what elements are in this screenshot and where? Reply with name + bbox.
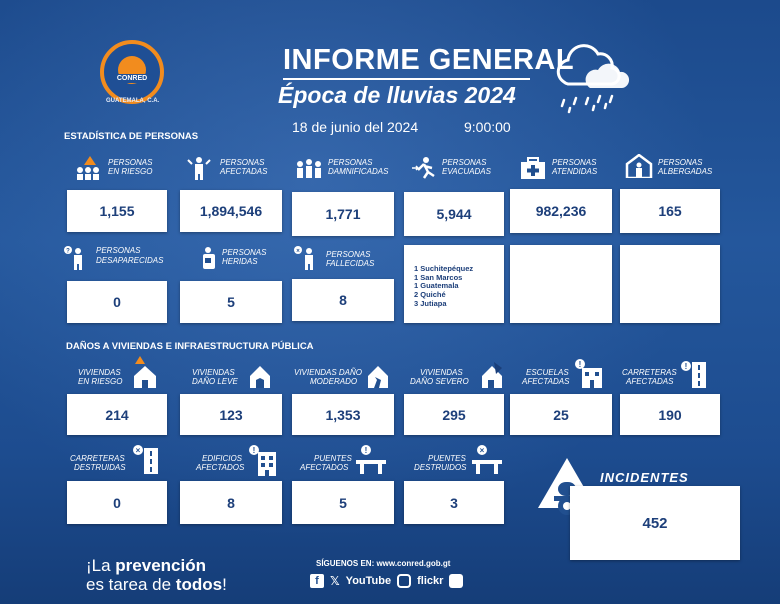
card-viviendas-moderado-header (290, 356, 396, 390)
value-personas-desaparecidas: 0 (67, 281, 167, 323)
slogan-prefix: es tarea de (86, 575, 176, 594)
card-label-line1: PERSONAS (326, 250, 371, 259)
incidentes-label: INCIDENTES (600, 470, 689, 485)
svg-text:?: ? (66, 248, 70, 255)
department-item: 2 Quiché (414, 289, 446, 299)
slogan-bold: todos (175, 575, 223, 594)
card-carreteras-destruidas-header (70, 444, 170, 478)
card-label-line1: PERSONAS (328, 158, 373, 167)
card-label-line2: ALBERGADAS (658, 167, 713, 176)
card-label-line1: PERSONAS (220, 158, 265, 167)
card-personas-desaparecidas-header (62, 244, 172, 278)
card-carreteras-afectadas-header (622, 356, 722, 390)
value-personas-evacuadas: 5,944 (404, 192, 504, 236)
card-label-line2: DAMNIFICADAS (328, 167, 389, 176)
card-viviendas-severo-header (404, 356, 504, 390)
card-label-line1: PERSONAS (96, 246, 141, 255)
card-label-line2: EN RIESGO (108, 167, 153, 176)
svg-text:×: × (135, 446, 141, 455)
slogan-prefix: ¡La (86, 556, 116, 575)
department-item: 3 Jutiapa (414, 298, 447, 308)
department-item: 1 Suchitepéquez (414, 264, 474, 273)
card-escuelas-header (518, 356, 614, 390)
facebook-icon[interactable]: f (310, 574, 324, 588)
card-label-line1: VIVIENDAS (192, 368, 235, 377)
house-light-damage-icon (248, 364, 272, 388)
value-incidentes: 452 (570, 486, 740, 560)
card-label-line2: MODERADO (310, 377, 358, 386)
value-personas-albergadas: 165 (620, 189, 720, 233)
card-puentes-destruidos-header (414, 444, 514, 478)
card-personas-riesgo-header (68, 154, 168, 188)
value-viviendas-leve: 123 (180, 394, 282, 435)
value-viviendas-severo: 295 (404, 394, 504, 435)
value-edificios: 8 (180, 481, 282, 524)
value-carreteras-destruidas: 0 (67, 481, 167, 524)
conred-logo (100, 40, 164, 104)
person-running-icon (410, 156, 440, 180)
slogan-bold: prevención (115, 556, 206, 575)
card-label-line2: AFECTADAS (626, 377, 674, 386)
card-edificios-header (196, 444, 296, 478)
card-label-line2: DESTRUIDOS (414, 463, 467, 472)
value-personas-damnificadas: 1,771 (292, 192, 394, 236)
card-personas-atendidas-header (516, 154, 616, 188)
bridge-destroyed-icon (470, 444, 504, 476)
departments-list (404, 245, 504, 323)
value-puentes-afectados: 5 (292, 481, 394, 524)
slogan-line-1 (86, 556, 206, 576)
report-date: 18 de junio del 2024 (292, 119, 419, 135)
section-title-personas: ESTADÍSTICA DE PERSONAS (64, 131, 199, 142)
card-label-line2: HERIDAS (222, 257, 258, 266)
report-subtitle: Época de lluvias 2024 (278, 82, 516, 108)
logo-caption: GUATEMALA, C.A. (106, 98, 160, 104)
tiktok-icon[interactable] (449, 574, 463, 588)
card-label-line1: VIVIENDAS (78, 368, 121, 377)
svg-text:×: × (296, 248, 300, 255)
person-missing-icon (62, 246, 92, 270)
people-group-icon (294, 156, 324, 180)
card-label-line2: ATENDIDAS (552, 167, 598, 176)
road-destroyed-icon (132, 444, 162, 474)
card-personas-evacuadas-header (408, 154, 508, 188)
follow-us-text: SÍGUENOS EN: www.conred.gob.gt (316, 559, 451, 568)
card-label-line1: PUENTES (428, 454, 466, 463)
card-label-line1: PERSONAS (658, 158, 703, 167)
value-personas-atendidas: 982,236 (510, 189, 612, 233)
card-label-line1: EDIFICIOS (202, 454, 243, 463)
card-label-line1: ESCUELAS (526, 368, 569, 377)
card-label-line1: PERSONAS (222, 248, 267, 257)
house-warning-icon (132, 356, 158, 388)
value-personas-afectadas: 1,894,546 (180, 190, 282, 232)
card-personas-fallecidas-header (292, 244, 398, 278)
card-label-line2: FALLECIDAS (326, 259, 375, 268)
card-label-line2: DESTRUIDAS (74, 463, 126, 472)
card-label-line2: DAÑO SEVERO (410, 377, 469, 386)
value-viviendas-riesgo: 214 (67, 394, 167, 435)
person-deceased-icon (292, 246, 322, 270)
person-affected-icon (184, 156, 214, 180)
value-personas-heridas: 5 (180, 281, 282, 323)
empty-box (510, 245, 612, 323)
building-icon (248, 444, 278, 476)
department-item: 1 Guatemala (414, 281, 459, 291)
department-item: 1 San Marcos (414, 272, 463, 282)
card-label-line1: PERSONAS (552, 158, 597, 167)
people-warning-icon (72, 156, 102, 180)
value-personas-fallecidas: 8 (292, 279, 394, 321)
card-label-line1: VIVIENDAS (420, 368, 463, 377)
card-label-line1: PUENTES (314, 454, 352, 463)
card-label-line2: AFECTADAS (220, 167, 268, 176)
medical-kit-icon (518, 156, 548, 180)
card-label-line1: VIVIENDAS DAÑO (294, 368, 363, 377)
svg-text:!: ! (364, 446, 368, 455)
svg-text:!: ! (252, 446, 256, 455)
value-escuelas: 25 (510, 394, 612, 435)
slogan-suffix: ! (222, 575, 227, 594)
empty-box (620, 245, 720, 323)
section-title-danos: DAÑOS A VIVIENDAS E INFRAESTRUCTURA PÚBLICA (66, 341, 314, 352)
value-viviendas-moderado: 1,353 (292, 394, 394, 435)
house-moderate-damage-icon (366, 364, 390, 388)
report-time: 9:00:00 (464, 119, 511, 135)
card-personas-afectadas-header (180, 154, 280, 188)
card-personas-heridas-header (196, 244, 296, 278)
card-label-line1: CARRETERAS (70, 454, 125, 463)
card-label-line2: AFECTADAS (522, 377, 570, 386)
rain-cloud-icon (550, 42, 630, 114)
logo-text: CONRED (110, 74, 154, 83)
svg-text:!: ! (684, 362, 688, 371)
card-puentes-afectados-header (300, 444, 400, 478)
youtube-icon[interactable]: YouTube (345, 575, 392, 587)
card-viviendas-riesgo-header (72, 356, 168, 390)
shelter-icon (624, 154, 654, 178)
card-label-line2: DAÑO LEVE (192, 377, 238, 386)
card-label-line2: EN RIESGO (78, 377, 123, 386)
card-viviendas-leve-header (186, 356, 282, 390)
road-affected-icon (678, 360, 708, 388)
value-carreteras-afectadas: 190 (620, 394, 720, 435)
bridge-affected-icon (354, 444, 388, 476)
flickr-icon[interactable]: flickr (417, 575, 444, 587)
card-personas-albergadas-header (624, 154, 724, 188)
x-icon[interactable]: 𝕏 (330, 574, 340, 588)
card-label-line2: EVACUADAS (442, 167, 491, 176)
card-label-line2: AFECTADOS (300, 463, 349, 472)
card-label-line2: DESAPARECIDAS (96, 256, 164, 265)
slogan-line-2 (86, 575, 227, 595)
school-icon (574, 358, 604, 388)
value-puentes-destruidos: 3 (404, 481, 504, 524)
instagram-icon[interactable] (397, 574, 411, 588)
social-links (310, 572, 463, 590)
card-label-line1: CARRETERAS (622, 368, 677, 377)
house-severe-damage-icon (480, 362, 504, 388)
value-personas-riesgo: 1,155 (67, 190, 167, 232)
card-label-line1: PERSONAS (108, 158, 153, 167)
card-personas-damnificadas-header (292, 154, 398, 188)
svg-text:!: ! (578, 360, 582, 369)
card-label-line1: PERSONAS (442, 158, 487, 167)
report-title: INFORME GENERAL (283, 44, 575, 76)
svg-text:×: × (479, 446, 485, 455)
card-label-line2: AFECTADOS (196, 463, 245, 472)
title-divider (283, 78, 530, 80)
